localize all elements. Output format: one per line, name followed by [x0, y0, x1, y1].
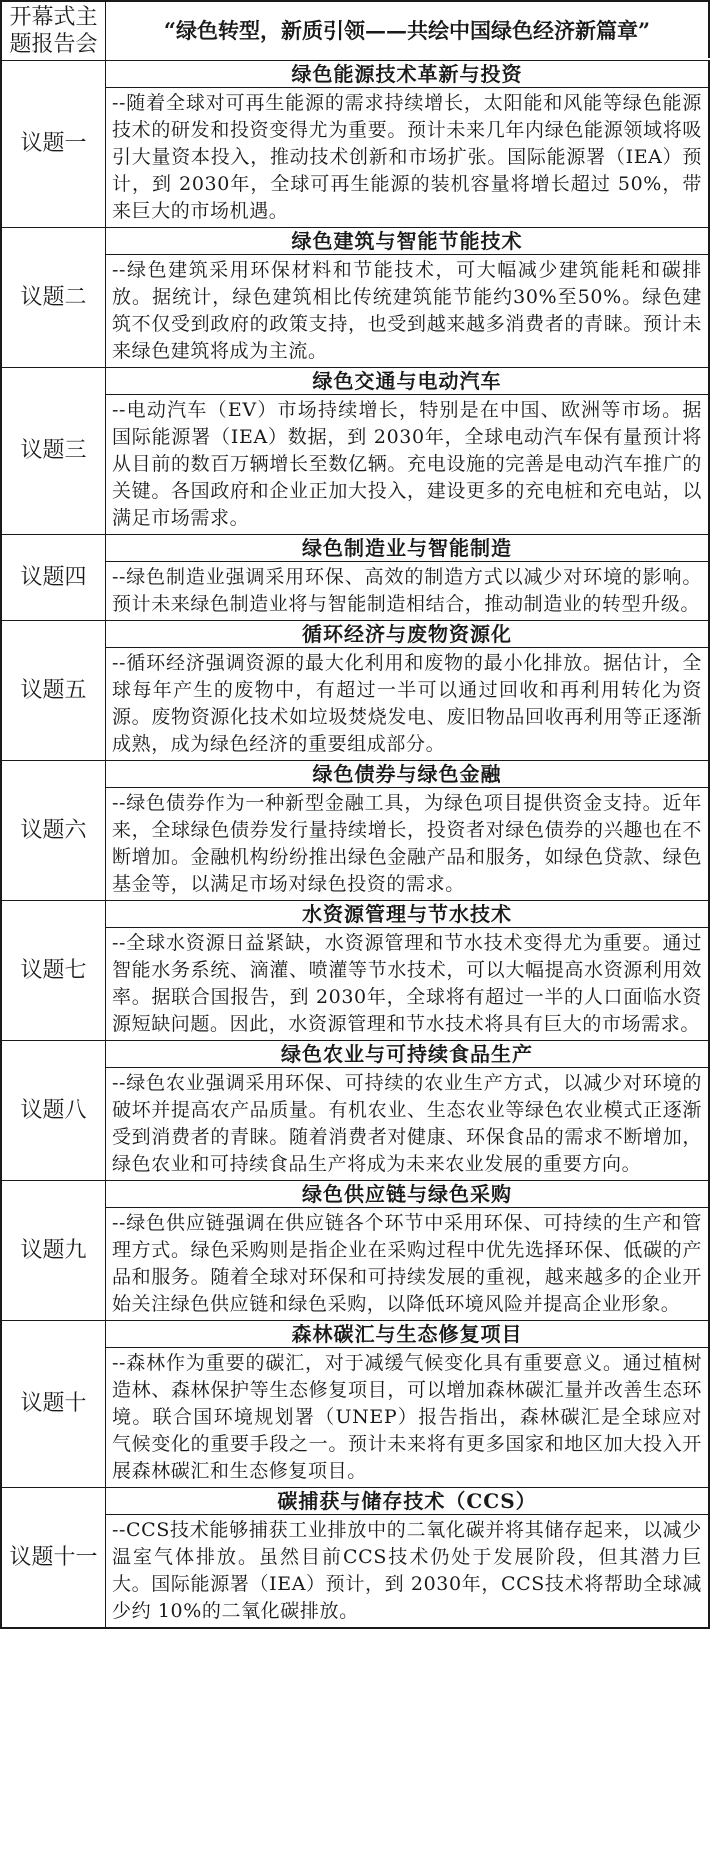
topic-description: --绿色制造业强调采用环保、高效的制造方式以减少对环境的影响。预计未来绿色制造业将与智能制造相结合，推动制造业的转型升级。	[112, 566, 702, 615]
header-label-cell: 开幕式主题报告会	[2, 2, 106, 60]
topic-label: 议题三	[2, 368, 106, 534]
topic-row-11	[2, 1488, 710, 1629]
topic-label: 议题九	[2, 1181, 106, 1320]
topic-description: --循环经济强调资源的最大化利用和废物的最小化排放。据估计，全球每年产生的废物中，有超过一半可以通过回收和再利用转化为资源。废物资源化技术如垃圾焚烧发电、废旧物品回收再利用等正逐渐成熟，成为绿色经济的重要组成部分。	[112, 652, 702, 755]
topic-description: --绿色供应链强调在供应链各个环节中采用环保、可持续的生产和管理方式。绿色采购则是指企业在采购过程中优先选择环保、低碳的产品和服务。随着全球对环保和可持续发展的重视，越来越多的企业开始关注绿色供应链和绿色采购，以降低环境风险并提高企业形象。	[112, 1212, 702, 1315]
topic-title: 绿色农业与可持续食品生产	[106, 1041, 708, 1068]
topic-title: 循环经济与废物资源化	[106, 621, 708, 648]
topic-label: 议题二	[2, 228, 106, 367]
topic-description: --随着全球对可再生能源的需求持续增长，太阳能和风能等绿色能源技术的研发和投资变得尤为重要。预计未来几年内绿色能源领域将吸引大量资本投入，推动技术创新和市场扩张。国际能源署（IEA）预计，到 2030年，全球可再生能源的装机容量将增长超过 50%，带来巨大的市场机遇。	[112, 92, 702, 222]
topic-description: --全球水资源日益紧缺，水资源管理和节水技术变得尤为重要。通过智能水务系统、滴灌、喷灌等节水技术，可以大幅提高水资源利用效率。据联合国报告，到 2030年，全球将有超过一半的人口面临水资源短缺问题。因此，水资源管理和节水技术将具有巨大的市场需求。	[112, 932, 702, 1035]
topic-description: --森林作为重要的碳汇，对于减缓气候变化具有重要意义。通过植树造林、森林保护等生态修复项目，可以增加森林碳汇量并改善生态环境。联合国环境规划署（UNEP）报告指出，森林碳汇是全球应对气候变化的重要手段之一。预计未来将有更多国家和地区加大投入开展森林碳汇和生态修复项目。	[112, 1352, 702, 1482]
topic-row-9	[2, 1181, 710, 1321]
topic-description: --CCS技术能够捕获工业排放中的二氧化碳并将其储存起来，以减少温室气体排放。虽然目前CCS技术仍处于发展阶段，但其潜力巨大。国际能源署（IEA）预计，到 2030年，CCS技术将帮助全球减少约 10%的二氧化碳排放。	[112, 1519, 702, 1622]
topic-title: 绿色制造业与智能制造	[106, 535, 708, 562]
topic-row-6	[2, 761, 710, 901]
topic-row-8	[2, 1041, 710, 1181]
topic-label: 议题十	[2, 1321, 106, 1487]
topic-label: 议题五	[2, 621, 106, 760]
topic-title: 绿色交通与电动汽车	[106, 368, 708, 395]
topic-label: 议题一	[2, 61, 106, 227]
topic-label: 议题七	[2, 901, 106, 1040]
topic-row-5	[2, 621, 710, 761]
topic-description: --电动汽车（EV）市场持续增长，特别是在中国、欧洲等市场。据国际能源署（IEA）数据，到 2030年，全球电动汽车保有量预计将从目前的数百万辆增长至数亿辆。充电设施的完善是电动汽车推广的关键。各国政府和企业正加大投入，建设更多的充电桩和充电站，以满足市场需求。	[112, 399, 702, 529]
topic-label: 议题十一	[2, 1488, 106, 1627]
topic-title: 绿色债券与绿色金融	[106, 761, 708, 788]
topic-title: 森林碳汇与生态修复项目	[106, 1321, 708, 1348]
topic-row-10	[2, 1321, 710, 1488]
topic-title: 绿色建筑与智能节能技术	[106, 228, 708, 255]
topic-row-4	[2, 535, 710, 621]
topic-title: 绿色能源技术革新与投资	[106, 61, 708, 88]
topic-label: 议题八	[2, 1041, 106, 1180]
topic-description: --绿色建筑采用环保材料和节能技术，可大幅减少建筑能耗和碳排放。据统计，绿色建筑相比传统建筑能节能约30%至50%。绿色建筑不仅受到政府的政策支持，也受到越来越多消费者的青睐。预计未来绿色建筑将成为主流。	[112, 259, 702, 362]
topic-row-7	[2, 901, 710, 1041]
topic-row-1	[2, 61, 710, 228]
header-title-cell: “绿色转型，新质引领——共绘中国绿色经济新篇章”	[106, 2, 710, 58]
topic-row-2	[2, 228, 710, 368]
topic-label: 议题四	[2, 535, 106, 620]
topic-title: 水资源管理与节水技术	[106, 901, 708, 928]
topic-label: 议题六	[2, 761, 106, 900]
topic-description: --绿色农业强调采用环保、可持续的农业生产方式，以减少对环境的破坏并提高农产品质量。有机农业、生态农业等绿色农业模式正逐渐受到消费者的青睐。随着消费者对健康、环保食品的需求不断增加，绿色农业和可持续食品生产将成为未来农业发展的重要方向。	[112, 1072, 702, 1175]
topic-description: --绿色债券作为一种新型金融工具，为绿色项目提供资金支持。近年来，全球绿色债券发行量持续增长，投资者对绿色债券的兴趣也在不断增加。金融机构纷纷推出绿色金融产品和服务，如绿色贷款、绿色基金等，以满足市场对绿色投资的需求。	[112, 792, 702, 895]
topic-row-3	[2, 368, 710, 535]
topic-title: 碳捕获与储存技术（CCS）	[106, 1488, 708, 1515]
table-header-row	[2, 2, 710, 61]
topic-title: 绿色供应链与绿色采购	[106, 1181, 708, 1208]
